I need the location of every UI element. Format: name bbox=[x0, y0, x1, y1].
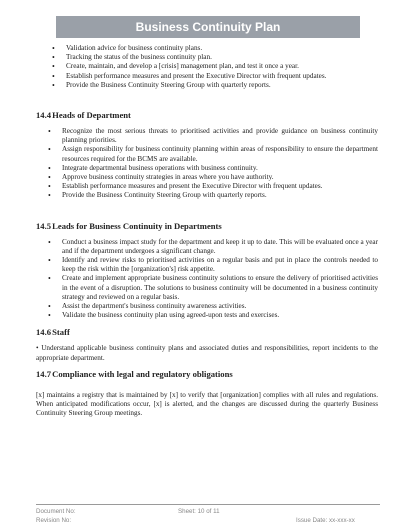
section-heading-compliance bbox=[36, 369, 378, 380]
list-item: • Assist the department's business continuity awareness activities. bbox=[36, 302, 378, 311]
list-item: • Create, maintain, and develop a [crisis] management plan, and test it once a year. bbox=[36, 62, 378, 71]
list-item: • Validate the business continuity plan using agreed-upon tests and exercises. bbox=[36, 311, 378, 320]
section-heading-staff bbox=[36, 327, 378, 338]
list-item: • Assign responsibility for business continuity planning within areas of responsibility to ensure the department resources required for the BCMS are available. bbox=[36, 145, 378, 163]
staff-paragraph: • Understand applicable business continuity plans and associated duties and responsibilities, report incidents to the appropriate department. bbox=[36, 344, 378, 362]
intro-bullet-list bbox=[36, 44, 378, 90]
section-title: Leads for Business Continuity in Departments bbox=[52, 220, 222, 231]
list-item: • Establish performance measures and present the Executive Director with frequent updates. bbox=[36, 182, 378, 191]
heads-bullet-list bbox=[36, 127, 378, 201]
section-heading-heads bbox=[36, 110, 378, 121]
list-item: • Approve business continuity strategies in areas where you have authority. bbox=[36, 173, 378, 182]
list-item: • Integrate departmental business operations with business continuity. bbox=[36, 164, 378, 173]
list-item: • Provide the Business Continuity Steering Group with quarterly reports. bbox=[36, 191, 378, 200]
revision-number: Revision No: bbox=[36, 517, 72, 524]
issue-date: Issue Date: xx-xxx-xx bbox=[296, 517, 355, 524]
document-body bbox=[36, 44, 378, 418]
section-number: 14.7 bbox=[36, 368, 52, 379]
list-item: • Validation advice for business continuity plans. bbox=[36, 44, 378, 53]
sheet-number: Sheet: 10 of 11 bbox=[178, 508, 220, 515]
section-number: 14.5 bbox=[36, 220, 52, 231]
section-title: Compliance with legal and regulatory obligations bbox=[52, 368, 233, 379]
list-item: • Provide the Business Continuity Steering Group with quarterly reports. bbox=[36, 81, 378, 90]
list-item: • Tracking the status of the business continuity plan. bbox=[36, 53, 378, 62]
leads-bullet-list bbox=[36, 238, 378, 321]
section-heading-leads bbox=[36, 221, 378, 232]
list-item: • Establish performance measures and present the Executive Director with frequent updates. bbox=[36, 72, 378, 81]
list-item: • Identify and review risks to prioritised activities on a regular basis and put in place the controls needed to keep the risk within the [organization's] risk appetite. bbox=[36, 256, 378, 274]
list-item: • Recognize the most serious threats to prioritised activities and provide guidance on business continuity planning priorities. bbox=[36, 127, 378, 145]
list-item: • Create and implement appropriate business continuity solutions to ensure the delivery of prioritised activities in the event of a disruption. The solutions to business continuity will be documented in a business continuity strategy and reviewed on a regular basis. bbox=[36, 274, 378, 302]
section-number: 14.6 bbox=[36, 327, 52, 338]
page-title: Business Continuity Plan bbox=[56, 16, 360, 38]
section-title: Staff bbox=[52, 327, 70, 338]
section-title: Heads of Department bbox=[52, 110, 131, 121]
compliance-paragraph: [x] maintains a registry that is maintained by [x] to verify that [organization] complies with all rules and regulations. When anticipated modifications occur, [x] is alerted, and the changes are discussed during the quarterly Business Continuity Steering Group meetings. bbox=[36, 390, 378, 418]
footer-divider bbox=[36, 504, 380, 505]
list-item: • Conduct a business impact study for the department and keep it up to date. This will be evaluated once a year and if the department undergoes a significant change. bbox=[36, 238, 378, 256]
section-number: 14.4 bbox=[36, 110, 52, 121]
document-number: Document No: bbox=[36, 508, 76, 515]
